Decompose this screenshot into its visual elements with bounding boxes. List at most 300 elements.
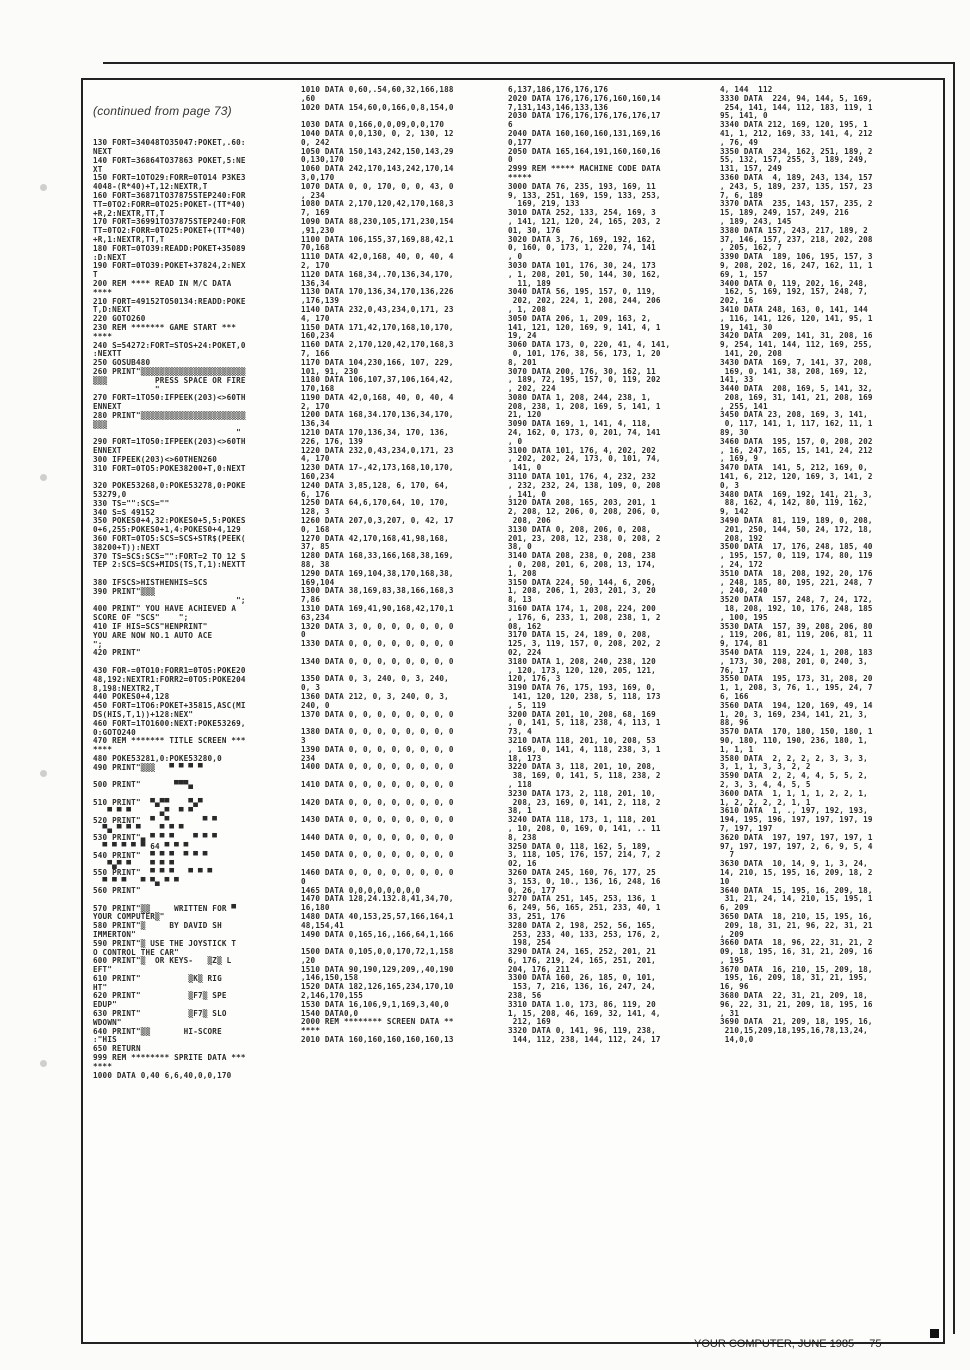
code-line: 3230 DATA 173, 2, 118, 201, 10, [508,788,656,798]
code-line: 234 [301,753,316,763]
code-line: 208, 206 [508,516,551,526]
code-line: 7,131,143,146,133,136 [508,102,609,112]
code-line: 6, 176, 219, 24, 165, 251, 201, [508,955,656,965]
code-line: +R,1:NEXTR,TT,T [93,234,165,244]
code-line: 580 PRINT"▒ BY DAVID SH [93,921,222,931]
code-line: 250 GOSUB480 [93,358,151,368]
code-line: 3340 DATA 212, 169, 120, 195, 1 [720,120,868,130]
code-line: 3430 DATA 169, 7, 141, 37, 208, [720,357,873,367]
code-line: 8, 201 [508,357,537,367]
code-line: 3520 DATA 157, 248, 7, 24, 172, [720,595,873,605]
code-line: , 0, 208, 201, 6, 208, 13, 174, [508,560,656,570]
code-line: 1170 DATA 104,230,166, 107, 229, [301,357,454,367]
code-line: 0:GOTO240 [93,727,136,737]
code-line: 24, 162, 0, 173, 0, 201, 74, 141 [508,428,661,438]
code-line: ▒▒▒ PRESS SPACE OR FIRE [93,375,246,385]
code-line: 420 PRINT" [93,648,141,658]
code-line: 1510 DATA 90,190,129,209,,40,190 [301,964,454,974]
code-line: 190 FORT=0TO39:POKET+37824,2:NEX [93,261,246,271]
code-line: 8,198:NEXTR2,T [93,683,160,693]
code-line: , 202, 202, 24, 173, 0, 101, 74, [508,454,661,464]
code-line: , 189, 243, 145 [720,216,792,226]
code-line: 6, 166 [720,691,749,701]
code-line: ,60 [301,93,316,103]
code-line: " [93,384,160,394]
code-line: 3250 DATA 0, 118, 162, 5, 189, [508,841,652,851]
code-line: 140 FORT=36864TO37863 POKET,5:NE [93,155,246,165]
code-line: 136,34 [301,419,330,429]
code-line: , 209 [720,929,744,939]
code-line: 1160 DATA 2,170,120,42,170,168,3 [301,340,454,350]
code-line: 300 IFPEEK(203)<>60THEN260 [93,454,218,464]
code-line: , 0 [508,252,523,262]
code-line: 76, 17 [720,665,749,675]
code-line: HT" [93,982,108,992]
code-line: 37, 146, 157, 237, 218, 202, 208 [720,234,873,244]
code-line: YOUR COMPUTER▒" [93,912,165,922]
code-line: 6, 209 [720,903,749,913]
code-line: 380 IFSCS>HISTHENHIS=SCS [93,578,208,588]
code-line: 530 PRINT"▄ ▀ ▀ ▀ ▀ ▀ ▀ [93,833,218,843]
code-line: 253, 233, 40, 133, 253, 176, 2, [508,929,661,939]
code-line: 153, 7, 216, 136, 16, 247, 24, [508,982,656,992]
code-line: 101, 91, 230 [301,366,359,376]
code-line: 212, 169 [508,1017,551,1027]
code-line: 600 PRINT"▒ OR KEYS- ▒Z▒ L [93,956,232,966]
code-line: 16, 96 [720,982,749,992]
code-line: 1200 DATA 168,34.170,136,34,170, [301,410,454,420]
code-line: 21, 120 [508,410,542,420]
code-line: 120, 176, 3 [508,674,561,684]
code-line: 640 PRINT"▒▒ HI-SCORE [93,1026,222,1036]
code-line: 11, 189 [508,278,551,288]
code-line: 3160 DATA 174, 1, 208, 224, 200 [508,604,656,614]
code-line: 3040 DATA 56, 195, 157, 0, 119, [508,287,656,297]
code-line: 3650 DATA 18, 210, 15, 195, 16, [720,911,873,921]
code-line: 340 S=S 49152 [93,507,156,517]
code-line: 0, 3 [720,480,740,490]
code-line: 3090 DATA 169, 1, 141, 4, 118, [508,419,652,429]
code-line: :NEXTT [93,349,122,359]
code-line: , 76, 49 [720,137,759,147]
code-line: 9, 133, 251, 169, 159, 133, 253, [508,190,661,200]
code-line: 70,168 [301,243,330,253]
code-line: 08, 162 [508,621,542,631]
code-line: , 118 [508,779,532,789]
code-line: 3350 DATA 234, 162, 251, 189, 2 [720,146,873,156]
code-line: 1220 DATA 232,0,43,234,0,171, 23 [301,445,454,455]
code-line: 1, 208 [508,568,537,578]
code-line: 1540 DATA0,0 [301,1008,359,1018]
code-line: 1340 DATA 0, 0, 0, 0, 0, 0, 0, 0 [301,656,454,666]
code-line: 9, 174, 81 [720,639,768,649]
code-line: , 234 [301,190,325,200]
code-line: , 189, 72, 195, 157, 0, 119, 202 [508,375,661,385]
code-line: 0,130,170 [301,155,344,165]
code-line: , 10, 208, 0, 169, 0, 141, .. 11 [508,823,661,833]
code-line: 1320 DATA 3, 0, 0, 0, 0, 0, 0, 0 [301,621,454,631]
code-line: 3140 DATA 208, 238, 0, 208, 238 [508,551,656,561]
code-line: 3490 DATA 81, 119, 189, 0, 208, [720,516,873,526]
code-line: 4, 170 [301,313,330,323]
code-line: 9, 254, 141, 144, 112, 169, 255, [720,340,873,350]
code-line: 6, 176 [301,489,330,499]
code-line: ▀▄ ▀ ▀ ▀ ▀ ▀ ▀ [93,824,184,834]
code-line: 1050 DATA 150,143,242,150,143,29 [301,146,454,156]
code-line: 208, 238, 1, 208, 169, 5, 141, 1 [508,401,661,411]
end-of-listing-mark [930,1329,939,1338]
code-line: 0+6,255:POKES0+1,4:POKES0+4,129 [93,525,241,535]
code-line: , 195, 157, 0, 119, 174, 80, 119 [720,551,873,561]
code-line: 1, 208, 206, 1, 203, 201, 3, 20 [508,586,656,596]
code-line: 1330 DATA 0, 0, 0, 0, 0, 0, 0, 0 [301,639,454,649]
code-line: 2030 DATA 176,176,176,176,176,17 [508,111,661,121]
code-line: 1360 DATA 212, 0, 3, 240, 0, 3, [301,691,449,701]
code-line: 3440 DATA 208, 169, 5, 141, 32, [720,384,873,394]
code-line: 7, 197, 197 [720,823,773,833]
code-line: , 243, 5, 189, 237, 135, 157, 23 [720,181,873,191]
code-line: 1140 DATA 232,0,43,234,0,171, 23 [301,304,454,314]
code-line: 3620 DATA 197, 197, 197, 197, 1 [720,832,873,842]
code-line: 1010 DATA 0,60,.54,60,32,166,188 [301,86,454,94]
code-line: 160,234 [301,472,335,482]
code-line: 1410 DATA 0, 0, 0, 0, 0, 0, 0, 0 [301,779,454,789]
code-line: , 141, 0 [508,489,547,499]
code-line: ▒▒▒ [93,419,108,429]
code-line: 1130 DATA 170,136,34,170,136,226 [301,287,454,297]
code-line: 1, 1, 208, 3, 76, 1., 195, 24, 7 [720,683,873,693]
code-line: 02, 224 [508,648,542,657]
code-line: ▀ ▀ ▀ ▄▀ ▀ ▀ [93,806,194,816]
code-line: **** [301,1026,321,1036]
code-line: 141, 120, 120, 238, 5, 118, 173 [508,691,661,701]
code-line: 3000 DATA 76, 235, 193, 169, 11 [508,181,656,191]
code-line: 6 [508,120,513,130]
code-line: :"HIS [93,1035,117,1045]
code-line: 2, 170 [301,401,330,411]
code-line: 430 FOR-=0TO10:FORR1=0TO5:POKE20 [93,666,246,675]
code-line: 3220 DATA 3, 118, 201, 10, 208, [508,762,656,772]
code-line: 490 PRINT"▒▒▒ ▀ ▀ ▀ ▀ [93,762,203,772]
code-line: 3390 DATA 189, 106, 195, 157, 3 [720,252,873,262]
code-line: 3150 DATA 224, 50, 144, 6, 206, [508,577,656,587]
code-line: 3, 118, 105, 176, 157, 214, 7, 2 [508,850,661,860]
code-line: 16,180 [301,903,330,913]
code-line: 1280 DATA 168,33,166,168,38,169, [301,551,454,561]
code-line: , 0, 141, 5, 118, 238, 4, 113, 1 [508,718,661,728]
code-line: 194, 195, 196, 197, 197, 197, 19 [720,815,873,825]
code-line: 560 PRINT" [93,885,141,895]
code-line: 38200+T)):NEXT [93,542,160,552]
code-line: 540 PRINT" ▀ ▀ ▀ ▀ ▀ ▀ [93,850,208,860]
code-line: EFT" [93,965,113,975]
code-line: 141, 0 [508,463,542,473]
code-line: 1260 DATA 207,0,3,207, 0, 42, 17 [301,516,454,526]
code-line: 2040 DATA 160,160,160,131,169,16 [508,128,661,138]
code-line: 1480 DATA 40,153,25,57,166,164,1 [301,911,454,921]
code-line: 208, 23, 169, 0, 141, 2, 118, 2 [508,797,661,807]
code-line: 500 PRINT" ▀▀▀▄ [93,780,194,790]
code-line: 128, 3 [301,507,330,517]
code-line: 1520 DATA 182,126,165,234,170,10 [301,982,454,992]
listing-frame [81,78,945,1344]
code-line: 3320 DATA 0, 141, 96, 119, 238, [508,1026,656,1036]
code-line: 3540 DATA 119, 224, 1, 208, 183 [720,648,873,657]
code-line: 170,168 [301,384,335,394]
code-line: 7,86 [301,595,321,605]
code-line: 570 PRINT"▒▒ WRITTEN FOR ▀ [93,903,237,913]
code-line: 1150 DATA 171,42,170,168,10,170, [301,322,454,332]
code-line: 2050 DATA 165,164,191,160,160,16 [508,146,661,156]
code-line: 1270 DATA 42,170,168,41,98,168, [301,533,449,543]
code-line: 7, 6, 189 [720,190,763,200]
code-line: 3420 DATA 209, 141, 31, 208, 16 [720,331,873,341]
code-line: 69, 1, 157 [720,269,768,279]
code-line: 208, 192 [720,533,763,543]
code-line: 1040 DATA 0,0,130, 0, 2, 130, 12 [301,128,454,138]
code-line: 226, 176, 139 [301,436,364,446]
code-line: 63,234 [301,612,330,622]
code-line: ▀ ▀ ▀ ▀ ▀ 64 ▀ ▀ ▀ [93,841,189,851]
code-line: 0 [301,630,306,640]
code-line: , 116, 141, 126, 120, 141, 95, 1 [720,313,873,323]
code-line: 1180 DATA 106,107,37,106,164,42, [301,375,454,385]
code-line: 1400 DATA 0, 0, 0, 0, 0, 0, 0, 0 [301,762,454,772]
code-line: 89, 30 [720,428,749,438]
code-line: 3500 DATA 17, 176, 248, 185, 40 [720,542,873,552]
code-line: 3300 DATA 160, 26, 185, 0, 101, [508,973,656,983]
code-line: 209, 18, 31, 21, 96, 22, 31, 21 [720,920,873,930]
code-line: 1350 DATA 0, 3, 240, 0, 3, 240, [301,674,449,684]
code-line: 3600 DATA 1, 1, 1, 1, 2, 2, 1, [720,788,868,798]
code-line: ,176,139 [301,296,340,306]
code-line: 8, 13 [508,595,532,605]
code-line: 162, 5, 169, 192, 157, 248, 7, [720,287,868,297]
code-line: , 169, 9 [720,454,759,464]
code-line: 230 REM ******* GAME START *** [93,322,237,332]
code-line: 169, 219, 133 [508,199,580,209]
code-line: 3680 DATA 22, 31, 21, 209, 18, [720,991,868,1001]
code-line: 1420 DATA 0, 0, 0, 0, 0, 0, 0, 0 [301,797,454,807]
code-line: T,D:NEXT [93,305,132,315]
code-line: 3400 DATA 0, 119, 202, 16, 248, [720,278,868,288]
code-line: ,91,230 [301,225,335,235]
listing-column-2 [301,86,509,1338]
code-line: 460 FORT=1TO1600:NEXT:POKE53269, [93,718,246,728]
page-number: 75 [869,1338,882,1350]
code-line: 1, 20, 3, 169, 234, 141, 21, 3, [720,709,868,719]
code-line: 1190 DATA 42,0,168, 40, 0, 40, 4 [301,392,454,402]
punch-hole [40,184,47,191]
code-line: 480 POKE53281,0:POKE53280,0 [93,753,222,763]
code-line: O CONTROL THE CAR" [93,947,179,957]
code-line: 3460 DATA 195, 157, 0, 208, 202 [720,436,873,446]
code-line: ***** [508,172,532,182]
code-line: 210,15,209,18,195,16,78,13,24, [720,1026,868,1036]
code-line: ENNEXT [93,446,122,456]
listing-column-1 [93,86,301,1338]
code-line: 550 PRINT" ▀ ▀ ▀ ▀ ▀ ▀ [93,868,213,878]
code-line: , 24, 172 [720,560,763,570]
code-line: 1060 DATA 242,170,143,242,170,14 [301,164,454,174]
code-line: 610 PRINT" ▒K▒ RIG [93,973,222,983]
code-line: 1120 DATA 168,34,.70,136,34,170, [301,269,454,279]
code-line: 7, 169 [301,208,330,218]
code-line: 15, 189, 249, 157, 249, 216 [720,208,849,218]
code-line: 3110 DATA 101, 176, 4, 232, 232 [508,472,656,482]
code-line: 470 REM ******* TITLE SCREEN *** [93,736,246,746]
code-line: 1000 DATA 0,40 6,6,40,0,0,170 [93,1070,232,1080]
code-line: 88, 96 [720,718,749,728]
code-line: 38, 0 [508,542,532,552]
code-line: 195, 16, 209, 18, 31, 21, 195, [720,973,868,983]
code-line: 1440 DATA 0, 0, 0, 0, 0, 0, 0, 0 [301,832,454,842]
code-line: 1080 DATA 2,170,120,42,170,168,3 [301,199,454,209]
continued-note: (continued from page 73) [93,103,232,118]
code-line: 3050 DATA 206, 1, 209, 163, 2, [508,313,652,323]
code-line: EDUP" [93,1000,117,1010]
code-line: 19, 24 [508,331,537,341]
code-line: , 255, 141 [720,401,768,411]
code-line: 10 [720,876,730,886]
code-line: 8, 238 [508,832,537,842]
code-line: 510 PRINT" ▀▄▀▀ ▀▄▀ [93,797,203,807]
code-line: 3450 DATA 23, 208, 169, 3, 141, [720,410,868,420]
code-line: , 5, 119 [508,700,547,710]
code-line: 370 TS=SCS:SCS="":FORT=2 TO 12 S [93,551,246,561]
code-line: 3550 DATA 195, 173, 31, 208, 20 [720,674,873,684]
code-line: NEXT [93,146,113,156]
code-line: 125, 3, 119, 157, 0, 208, 202, 2 [508,639,661,649]
code-line: , 31 [720,1008,740,1018]
code-line: 136,34 [301,278,330,288]
code-line: , 1, 208, 201, 50, 144, 30, 162, [508,269,661,279]
code-line: TEP 2:SCS=SCS+MIDS(TS,T,1):NEXTT [93,560,246,570]
code-line: 38, 1 [508,806,532,816]
code-line: 201, 23, 208, 12, 238, 0, 208, 2 [508,533,661,543]
code-line: 238, 56 [508,991,542,1001]
code-line: 38, 169, 0, 141, 5, 118, 238, 2 [508,771,661,781]
code-line: **** [93,745,113,755]
code-line: 2999 REM ***** MACHINE CODE DATA [508,164,661,174]
code-line: 630 PRINT" ▒F7▒ SLO [93,1009,227,1019]
code-line: 1070 DATA 0, 0, 170, 0, 0, 43, 0 [301,181,454,191]
code-line: 141, 33 [720,375,754,385]
code-line: 7 [720,850,735,860]
code-line: 141, 6, 212, 120, 169, 3, 141, 2 [720,472,873,482]
code-line: :D:NEXT [93,252,127,262]
code-line: WDOWN" [93,1017,122,1027]
code-line: 999 REM ******** SPRITE DATA *** [93,1053,246,1063]
code-line: 1110 DATA 42,0,168, 40, 0, 40, 4 [301,252,454,262]
code-line: 2,146,170,155 [301,991,364,1001]
code-line: 3210 DATA 118, 201, 10, 208, 53 [508,735,656,745]
code-line: 200 REM **** READ IN M/C DATA [93,278,232,288]
code-line: 310 FORT=0TO5:POKE38200+T,0:NEXT [93,463,246,473]
code-line: 240, 0 [301,700,330,710]
code-line: 1090 DATA 88,230,105,171,230,154 [301,216,454,226]
code-line: 3080 DATA 1, 208, 244, 238, 1, [508,392,652,402]
code-line: 9, 208, 202, 16, 247, 162, 11, 1 [720,260,873,270]
code-line: 3010 DATA 252, 133, 254, 169, 3 [508,208,656,218]
code-line: 1370 DATA 0, 0, 0, 0, 0, 0, 0, 0 [301,709,454,719]
code-line: TT=0TO2:FORR=0TO25:POKET-(TT*40) [93,199,246,209]
code-line: "; [93,639,103,649]
code-line: 01, 30, 176 [508,225,561,235]
code-line: 1465 DATA 0,0,0,0,0,0,0,0 [301,885,421,895]
magazine-issue: YOUR COMPUTER, JUNE 1985 [694,1338,855,1350]
code-line: 260 PRINT"▒▒▒▒▒▒▒▒▒▒▒▒▒▒▒▒▒▒▒▒▒▒ [93,366,246,376]
code-line: 3240 DATA 118, 173, 1, 118, 201 [508,815,656,825]
code-line: 3330 DATA 224, 94, 144, 5, 169, [720,93,873,103]
code-line: 18, 173 [508,753,542,763]
code-line: 1, 2, 2, 2, 2, 1, 1 [720,797,811,807]
code-line: T [93,270,98,280]
code-line: 3510 DATA 18, 208, 192, 20, 176 [720,568,873,578]
code-line: 0 [301,876,306,886]
code-line: , 248, 185, 80, 195, 221, 248, 7 [720,577,873,587]
code-line: XT [93,164,103,174]
code-line: , 16, 247, 165, 15, 141, 24, 212 [720,445,873,455]
code-line: 18, 208, 192, 10, 176, 248, 185 [720,604,873,614]
code-line: 220 GOTO260 [93,314,146,324]
code-line: 3660 DATA 18, 96, 22, 31, 21, 2 [720,938,873,948]
code-line: 41, 1, 212, 169, 33, 141, 4, 212 [720,128,873,138]
code-line: 88, 38 [301,560,330,570]
code-line: 31, 21, 24, 14, 210, 15, 195, 1 [720,894,873,904]
code-line: 48,192:NEXTR1:FORR2=0TO5:POKE204 [93,674,246,684]
code-line: SCORE OF "SCS" "; [93,613,189,623]
code-line: 180 FORT=0TO39:READD:POKET+35089 [93,243,246,253]
code-line: 440 POKES0+4,128 [93,692,170,702]
code-line: **** [93,1061,113,1071]
code-line: 3630 DATA 10, 14, 9, 1, 3, 24, [720,859,868,869]
code-line: 1390 DATA 0, 0, 0, 0, 0, 0, 0, 0 [301,744,454,754]
page-footer [694,1338,881,1350]
code-line: ▀ ▀ ▀ ▀ ▀▄ ▀ ▀ [93,877,179,887]
code-line: +R,2:NEXTR,TT,T [93,208,165,218]
code-line: **** [93,287,113,297]
code-line: 3690 DATA 21, 209, 18, 195, 16, [720,1017,873,1027]
code-line: 650 RETURN [93,1044,141,1054]
code-line: 3280 DATA 2, 198, 252, 56, 165, [508,920,656,930]
code-line: 3530 DATA 157, 39, 208, 206, 80 [720,621,873,631]
code-line: TT=0TO2:FORR=0TO25:POKET+(TT*40) [93,226,246,236]
code-line: 3, 153, 0, 10., 136, 16, 248, 16 [508,876,661,886]
code-line: , 119, 206, 81, 119, 206, 81, 11 [720,630,873,640]
code-line: 3190 DATA 76, 175, 193, 169, 0, [508,683,656,693]
code-line: 1450 DATA 0, 0, 0, 0, 0, 0, 0, 0 [301,850,454,860]
code-line: , 120, 173, 120, 120, 205, 121, [508,665,656,675]
code-line: 3310 DATA 1.0, 173, 86, 119, 20 [508,999,656,1009]
code-line: 202, 202, 224, 1, 208, 244, 206 [508,296,661,306]
code-line: 3640 DATA 15, 195, 16, 209, 18, [720,885,873,895]
code-line: 95, 141, 0 [720,111,768,121]
listing-column-3 [508,86,720,1338]
code-line: 1240 DATA 3,85,128, 6, 170, 64, [301,480,449,490]
code-line: 0, 160, 0, 173, 1, 220, 74, 141 [508,243,656,253]
code-line: 2000 REM ******** SCREEN DATA ** [301,1017,454,1027]
code-line: 1500 DATA 0,105,0,0,170,72,1,158 [301,947,454,957]
code-line: 131, 157, 249 [720,164,783,174]
code-line: 3290 DATA 24, 165, 252, 201, 21 [508,947,656,957]
code-line: 14, 210, 15, 195, 16, 209, 18, 2 [720,867,873,877]
code-line: 3470 DATA 141, 5, 212, 169, 0, [720,463,868,473]
code-line: 1230 DATA 17-,42,173,168,10,170, [301,463,454,473]
code-line: 9, 142 [720,507,749,517]
code-line: **** [93,331,113,341]
code-line: 202, 16 [720,296,754,306]
